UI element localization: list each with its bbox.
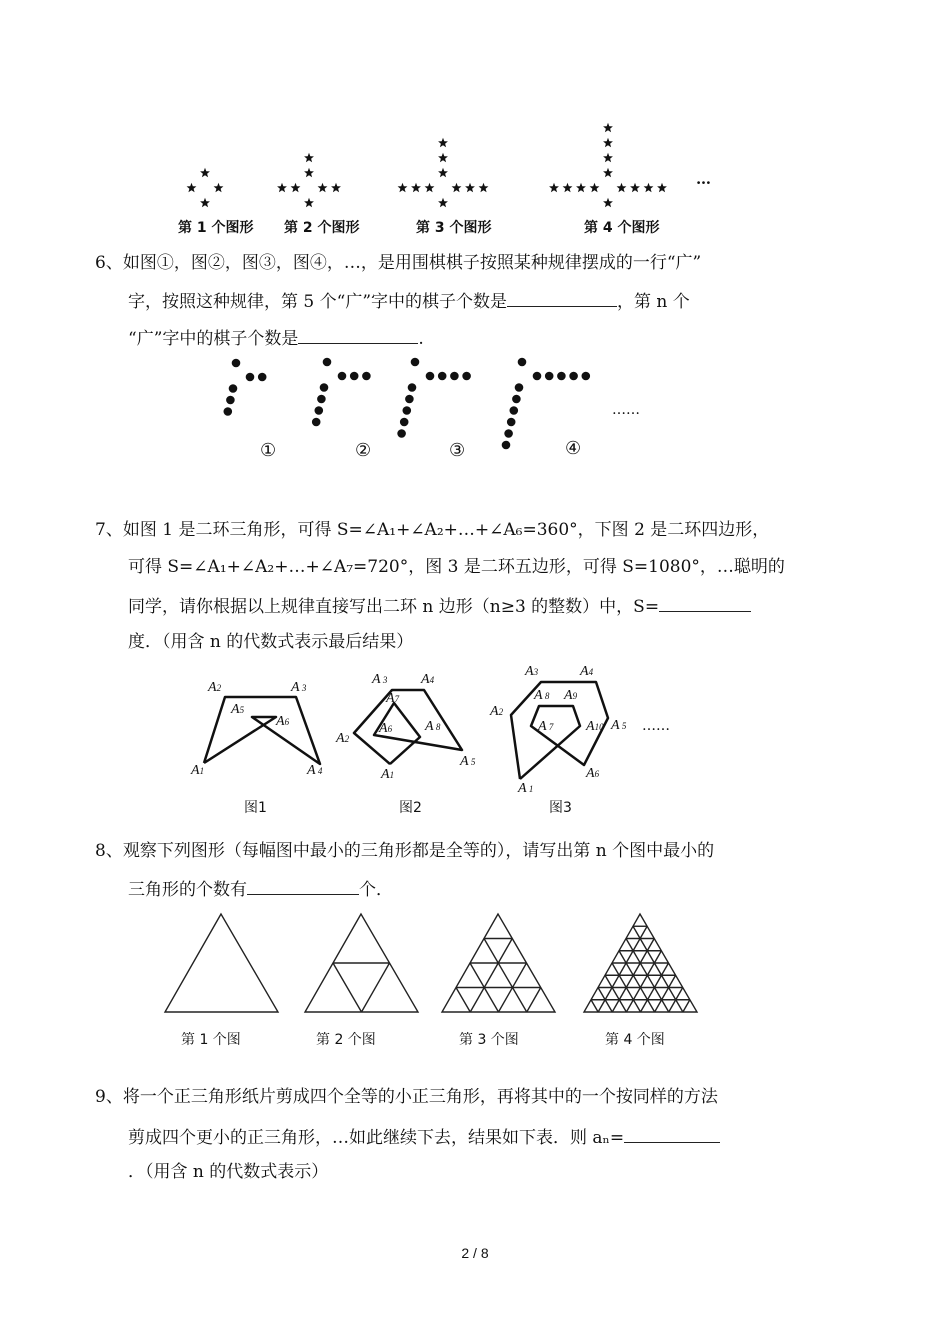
q7-line-2: 可得 S=∠A₁+∠A₂+…+∠A₇=720°，图 3 是二环五边形，可得 S=1080°，…聪明的 — [128, 557, 785, 577]
q7-ellipsis: …… — [642, 718, 670, 734]
q6-line-3-tail: . — [418, 329, 424, 349]
fig3-label-A1: A 1 — [518, 781, 534, 796]
q6-ellipsis: …… — [612, 402, 640, 418]
subdivided-triangle — [442, 914, 555, 1012]
q6-figure-label-4: ④ — [565, 438, 582, 459]
fig2-label-A4: A4 — [421, 672, 435, 687]
q6-line-2-text: 字，按照这种规律，第 5 个“广”字中的棋子个数是 — [128, 292, 508, 312]
fig2-label-A1: A1 — [381, 767, 395, 782]
q7-line-1: 7、如图 1 是二环三角形，可得 S=∠A₁+∠A₂+…+∠A₆=360°，下图 2 是二环四边形， — [95, 520, 770, 540]
star-figure-caption-2: 第 2 个图形 — [284, 220, 360, 236]
q6-figure-label-2: ② — [355, 440, 372, 461]
fig1-label-A4: A 4 — [307, 763, 323, 778]
page-number: 2 / 8 — [461, 1245, 489, 1261]
fig3-label-A9: A9 — [564, 688, 578, 703]
fig3-label-A8: A 8 — [534, 688, 550, 703]
fig3-label-A4: A4 — [580, 664, 594, 679]
q6-line-1: 6、如图①，图②，图③，图④，…，是用围棋棋子按照某种规律摆成的一行“广” — [95, 253, 702, 273]
q8-caption-4: 第 4 个图 — [605, 1032, 665, 1048]
star-figures-ellipsis: … — [696, 170, 711, 188]
q7-caption-fig2: 图2 — [399, 800, 422, 816]
q7-line-4: 度．（用含 n 的代数式表示最后结果） — [128, 632, 414, 652]
subdivided-triangle — [584, 914, 697, 1012]
fig1-label-A6: A6 — [276, 714, 290, 729]
fig1-label-A2: A2 — [208, 680, 222, 695]
q9-line-2 — [128, 1124, 720, 1150]
fig3-label-A3: A3 — [525, 664, 539, 679]
q6-figure-label-1: ① — [260, 440, 277, 461]
fig1-label-A1: A1 — [191, 763, 205, 778]
fig2-label-A2: A2 — [336, 731, 350, 746]
q8-caption-2: 第 2 个图 — [316, 1032, 376, 1048]
fig2-label-A5: A 5 — [460, 754, 476, 769]
q9-line-2-text: 剪成四个更小的正三角形，…如此继续下去，结果如下表．则 aₙ= — [128, 1128, 625, 1148]
fig2-label-A3: A 3 — [372, 672, 388, 687]
q7-caption-fig3: 图3 — [549, 800, 572, 816]
star-figure-caption-1: 第 1 个图形 — [178, 220, 254, 236]
subdivided-triangle — [165, 914, 278, 1012]
q8-caption-3: 第 3 个图 — [459, 1032, 519, 1048]
q6-figure-label-3: ③ — [449, 440, 466, 461]
q8-caption-1: 第 1 个图 — [181, 1032, 241, 1048]
q9-line-1: 9、将一个正三角形纸片剪成四个全等的小正三角形，再将其中的一个按同样的方法 — [95, 1087, 718, 1107]
q8-line-2-text: 三角形的个数有 — [128, 880, 247, 900]
fig3-label-A7: A 7 — [538, 719, 554, 734]
star-figure-caption-3: 第 3 个图形 — [416, 220, 492, 236]
fig3-label-A5: A 5 — [611, 718, 627, 733]
fig3-label-A2: A2 — [490, 704, 504, 719]
q8-line-1: 8、观察下列图形（每幅图中最小的三角形都是全等的），请写出第 n 个图中最小的 — [95, 841, 715, 861]
q9-answer-blank[interactable] — [624, 1124, 720, 1143]
q7-caption-fig1: 图1 — [244, 800, 267, 816]
q6-line-3-text: “广”字中的棋子个数是 — [128, 329, 299, 349]
fig1-label-A3: A 3 — [291, 680, 307, 695]
q8-line-2-tail: 个． — [359, 880, 393, 900]
q9-line-3: ．（用含 n 的代数式表示） — [128, 1162, 329, 1182]
fig2-label-A6: A6 — [379, 721, 393, 736]
subdivided-triangle — [305, 914, 418, 1012]
fig2-label-A7: A7 — [386, 691, 400, 706]
fig3-label-A10: A10 — [586, 719, 604, 734]
fig2-label-A8: A 8 — [425, 719, 441, 734]
q7-line-3-text: 同学，请你根据以上规律直接写出二环 n 边形（n≥3 的整数）中，S= — [128, 597, 660, 617]
fig3-label-A6: A6 — [586, 766, 600, 781]
q6-line-2-tail: ，第 n 个 — [617, 292, 690, 312]
star-figure-caption-4: 第 4 个图形 — [584, 220, 660, 236]
fig1-label-A5: A5 — [231, 702, 245, 717]
